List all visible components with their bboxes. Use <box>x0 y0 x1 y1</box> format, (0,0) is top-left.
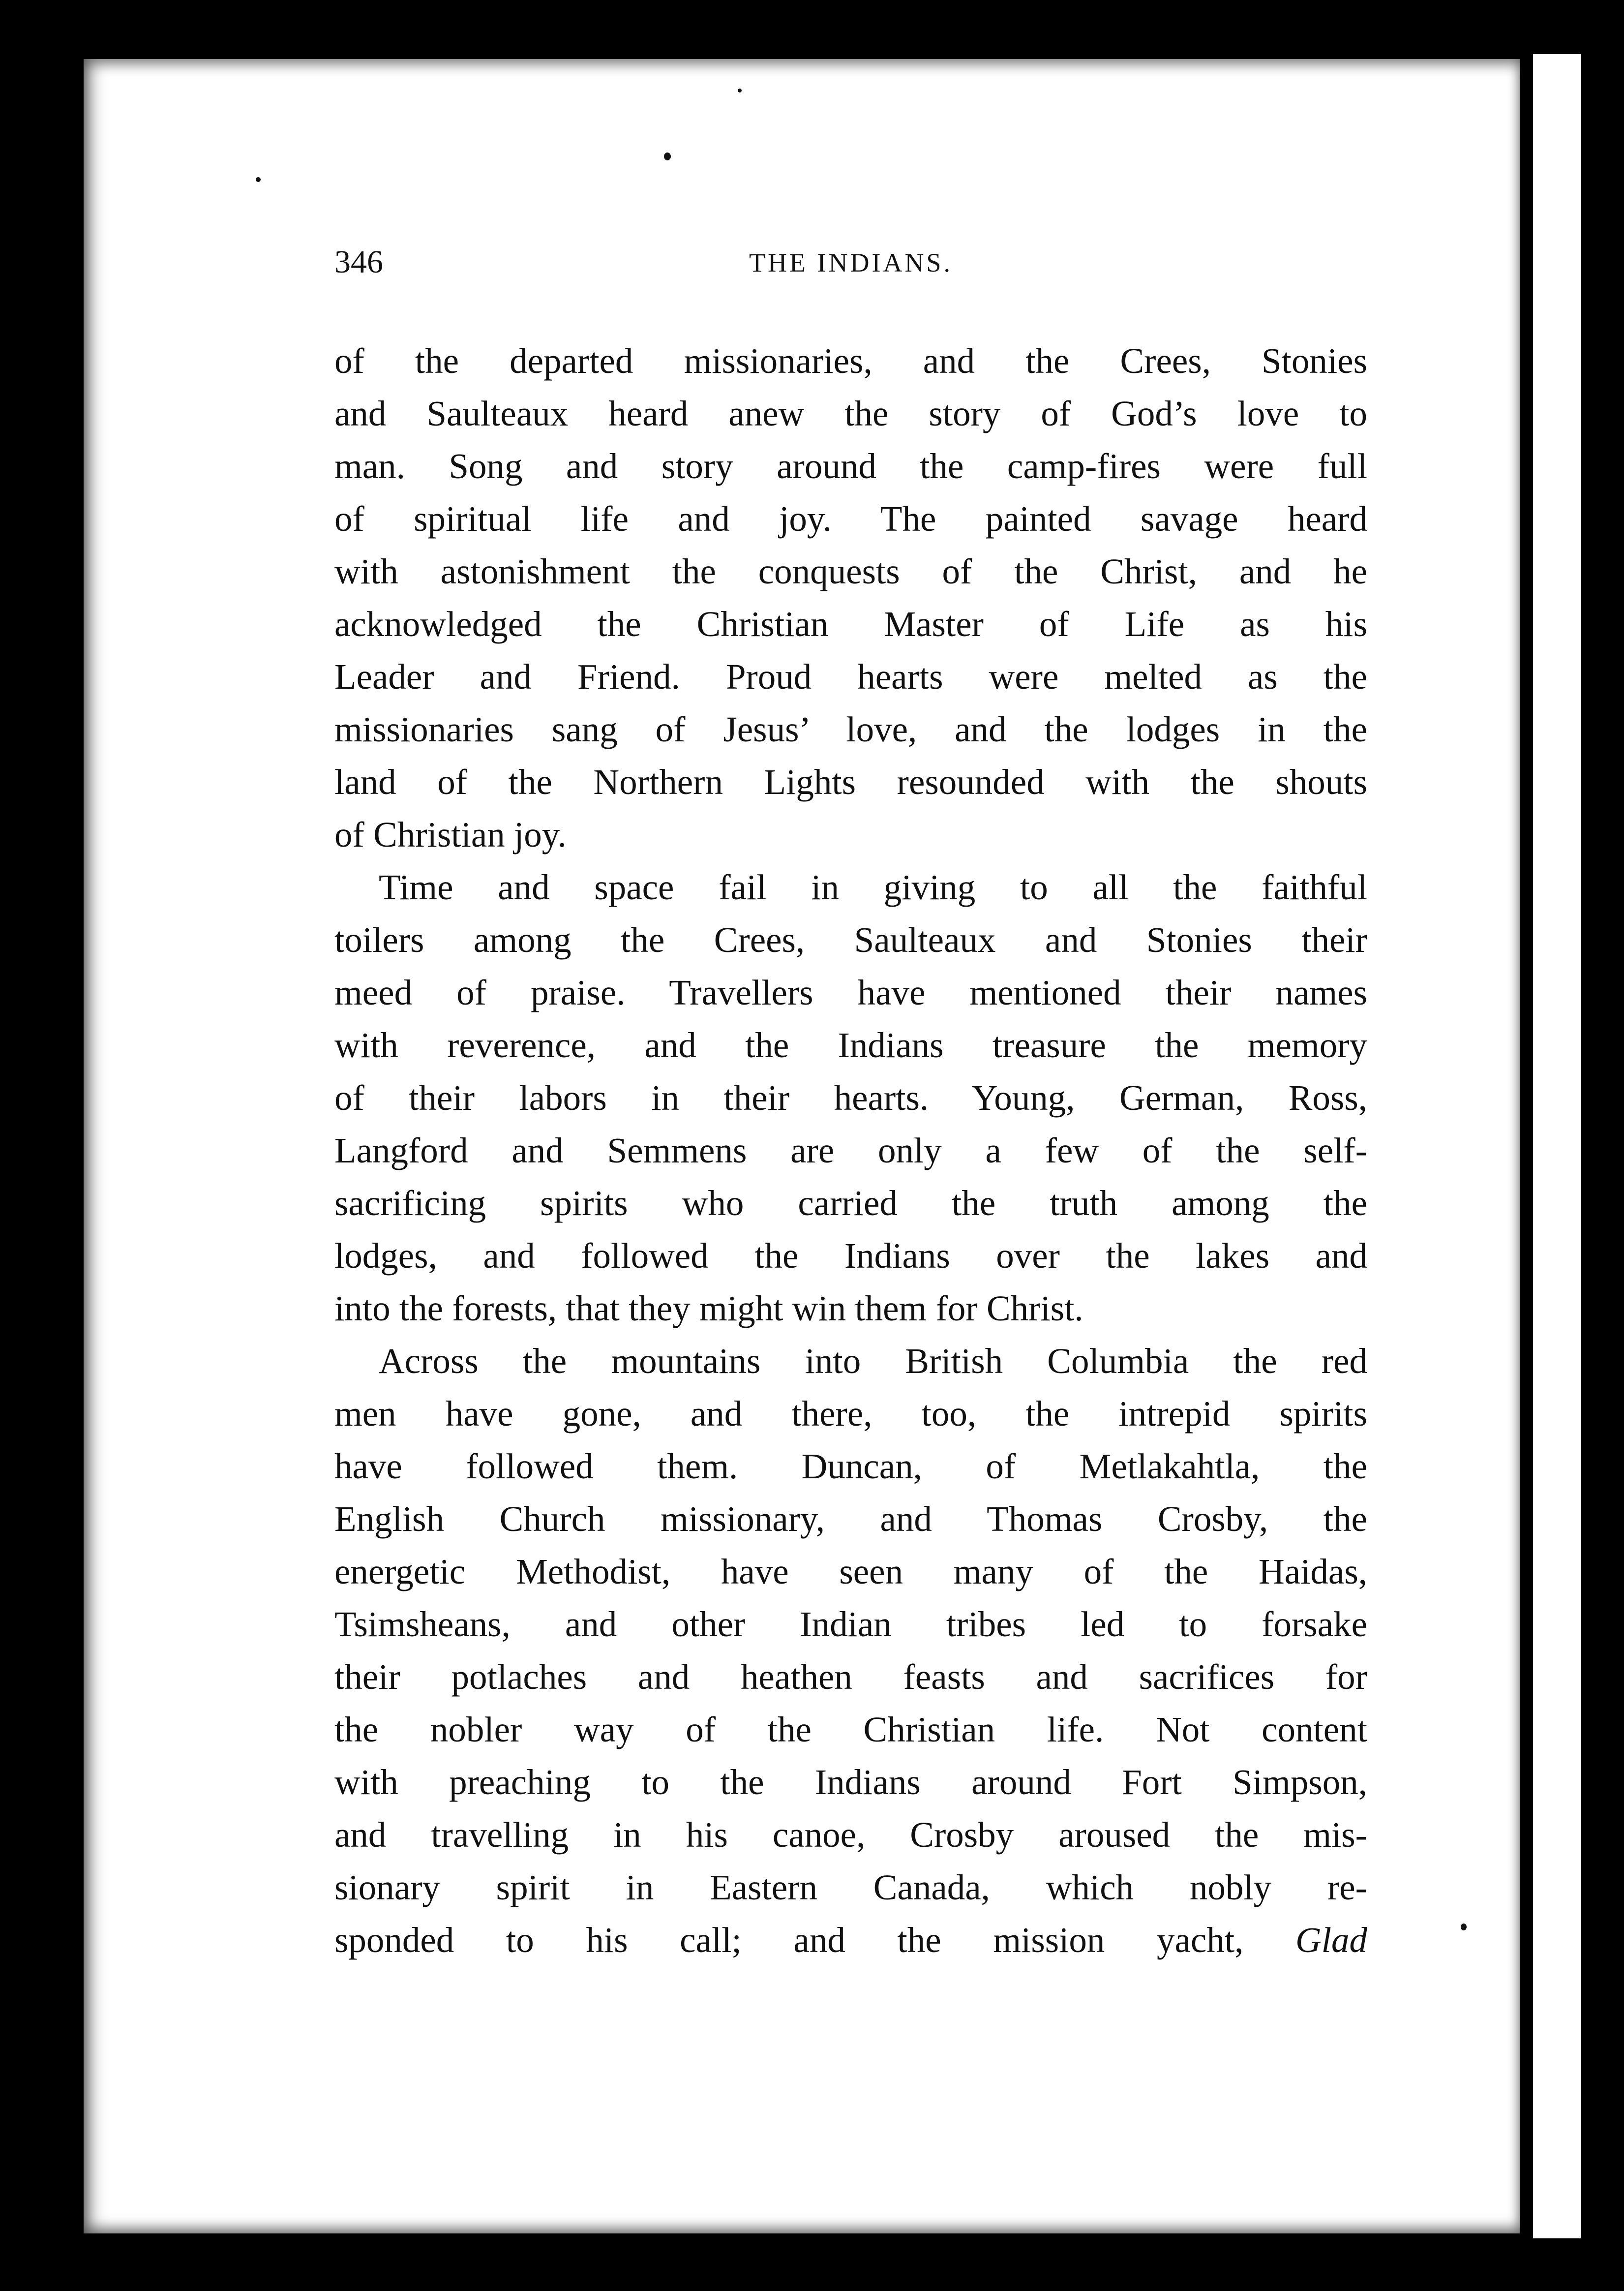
text-line: with preaching to the Indians around Fort Simpson, <box>334 1762 1367 1802</box>
running-title: THE INDIANS. <box>749 248 953 277</box>
text-line: meed of praise. Travellers have mentioned their names <box>334 973 1367 1012</box>
text-line: and travelling in his canoe, Crosby aroused the mis- <box>334 1815 1367 1855</box>
text-line: the nobler way of the Christian life. Not content <box>334 1710 1367 1749</box>
text-line: sionary spirit in Eastern Canada, which nobly re- <box>334 1867 1367 1907</box>
text-line: toilers among the Crees, Saulteaux and Stonies their <box>334 920 1367 960</box>
scan-speck <box>664 153 671 160</box>
text-line: acknowledged the Christian Master of Life as his <box>334 604 1367 644</box>
text-line: of spiritual life and joy. The painted savage heard <box>334 499 1367 539</box>
text-line: Across the mountains into British Columbia the red <box>379 1341 1367 1381</box>
text-line: with astonishment the conquests of the Christ, and he <box>334 551 1367 591</box>
text-line: their potlaches and heathen feasts and sacrifices for <box>334 1657 1367 1697</box>
text-line: and Saulteaux heard anew the story of God’s love to <box>334 394 1367 433</box>
text-line-start: sponded to his call; and the mission yacht, <box>334 1920 1244 1960</box>
text-line: of their labors in their hearts. Young, German, Ross, <box>334 1078 1367 1118</box>
italic-word: Glad <box>1295 1920 1367 1960</box>
scan-speck <box>1461 1924 1467 1930</box>
page-number: 346 <box>334 244 383 280</box>
text-line: Tsimsheans, and other Indian tribes led to forsake <box>334 1604 1367 1644</box>
paragraph <box>334 861 1367 1335</box>
text-line: have followed them. Duncan, of Metlakahtla, the <box>334 1446 1367 1486</box>
text-line: missionaries sang of Jesus’ love, and the lodges in the <box>334 709 1367 749</box>
text-line: Leader and Friend. Proud hearts were melted as the <box>334 657 1367 697</box>
text-line: land of the Northern Lights resounded with the shouts <box>334 762 1367 802</box>
running-head <box>334 244 1367 288</box>
text-line: man. Song and story around the camp-fires were full <box>334 446 1367 486</box>
text-line: into the forests, that they might win them for Christ. <box>334 1288 1083 1328</box>
paragraph <box>334 335 1367 861</box>
text-line: of Christian joy. <box>334 815 567 855</box>
next-page-edge <box>1522 54 1581 2238</box>
text-line: men have gone, and there, too, the intrepid spirits <box>334 1394 1367 1434</box>
text-line-final <box>334 1914 1367 1966</box>
scan-speck <box>738 89 742 92</box>
text-line: energetic Methodist, have seen many of the Haidas, <box>334 1552 1367 1591</box>
scan-speck <box>256 177 261 182</box>
text-line: sacrificing spirits who carried the truth among the <box>334 1183 1367 1223</box>
text-line: English Church missionary, and Thomas Crosby, the <box>334 1499 1367 1539</box>
text-line: Langford and Semmens are only a few of the self- <box>334 1130 1367 1170</box>
text-line: of the departed missionaries, and the Crees, Stonies <box>334 341 1367 381</box>
text-line: with reverence, and the Indians treasure the memory <box>334 1025 1367 1065</box>
paragraph <box>334 1335 1367 1966</box>
text-line: lodges, and followed the Indians over the lakes and <box>334 1236 1367 1276</box>
body-text <box>334 335 1367 1966</box>
text-line: Time and space fail in giving to all the faithful <box>379 867 1367 907</box>
